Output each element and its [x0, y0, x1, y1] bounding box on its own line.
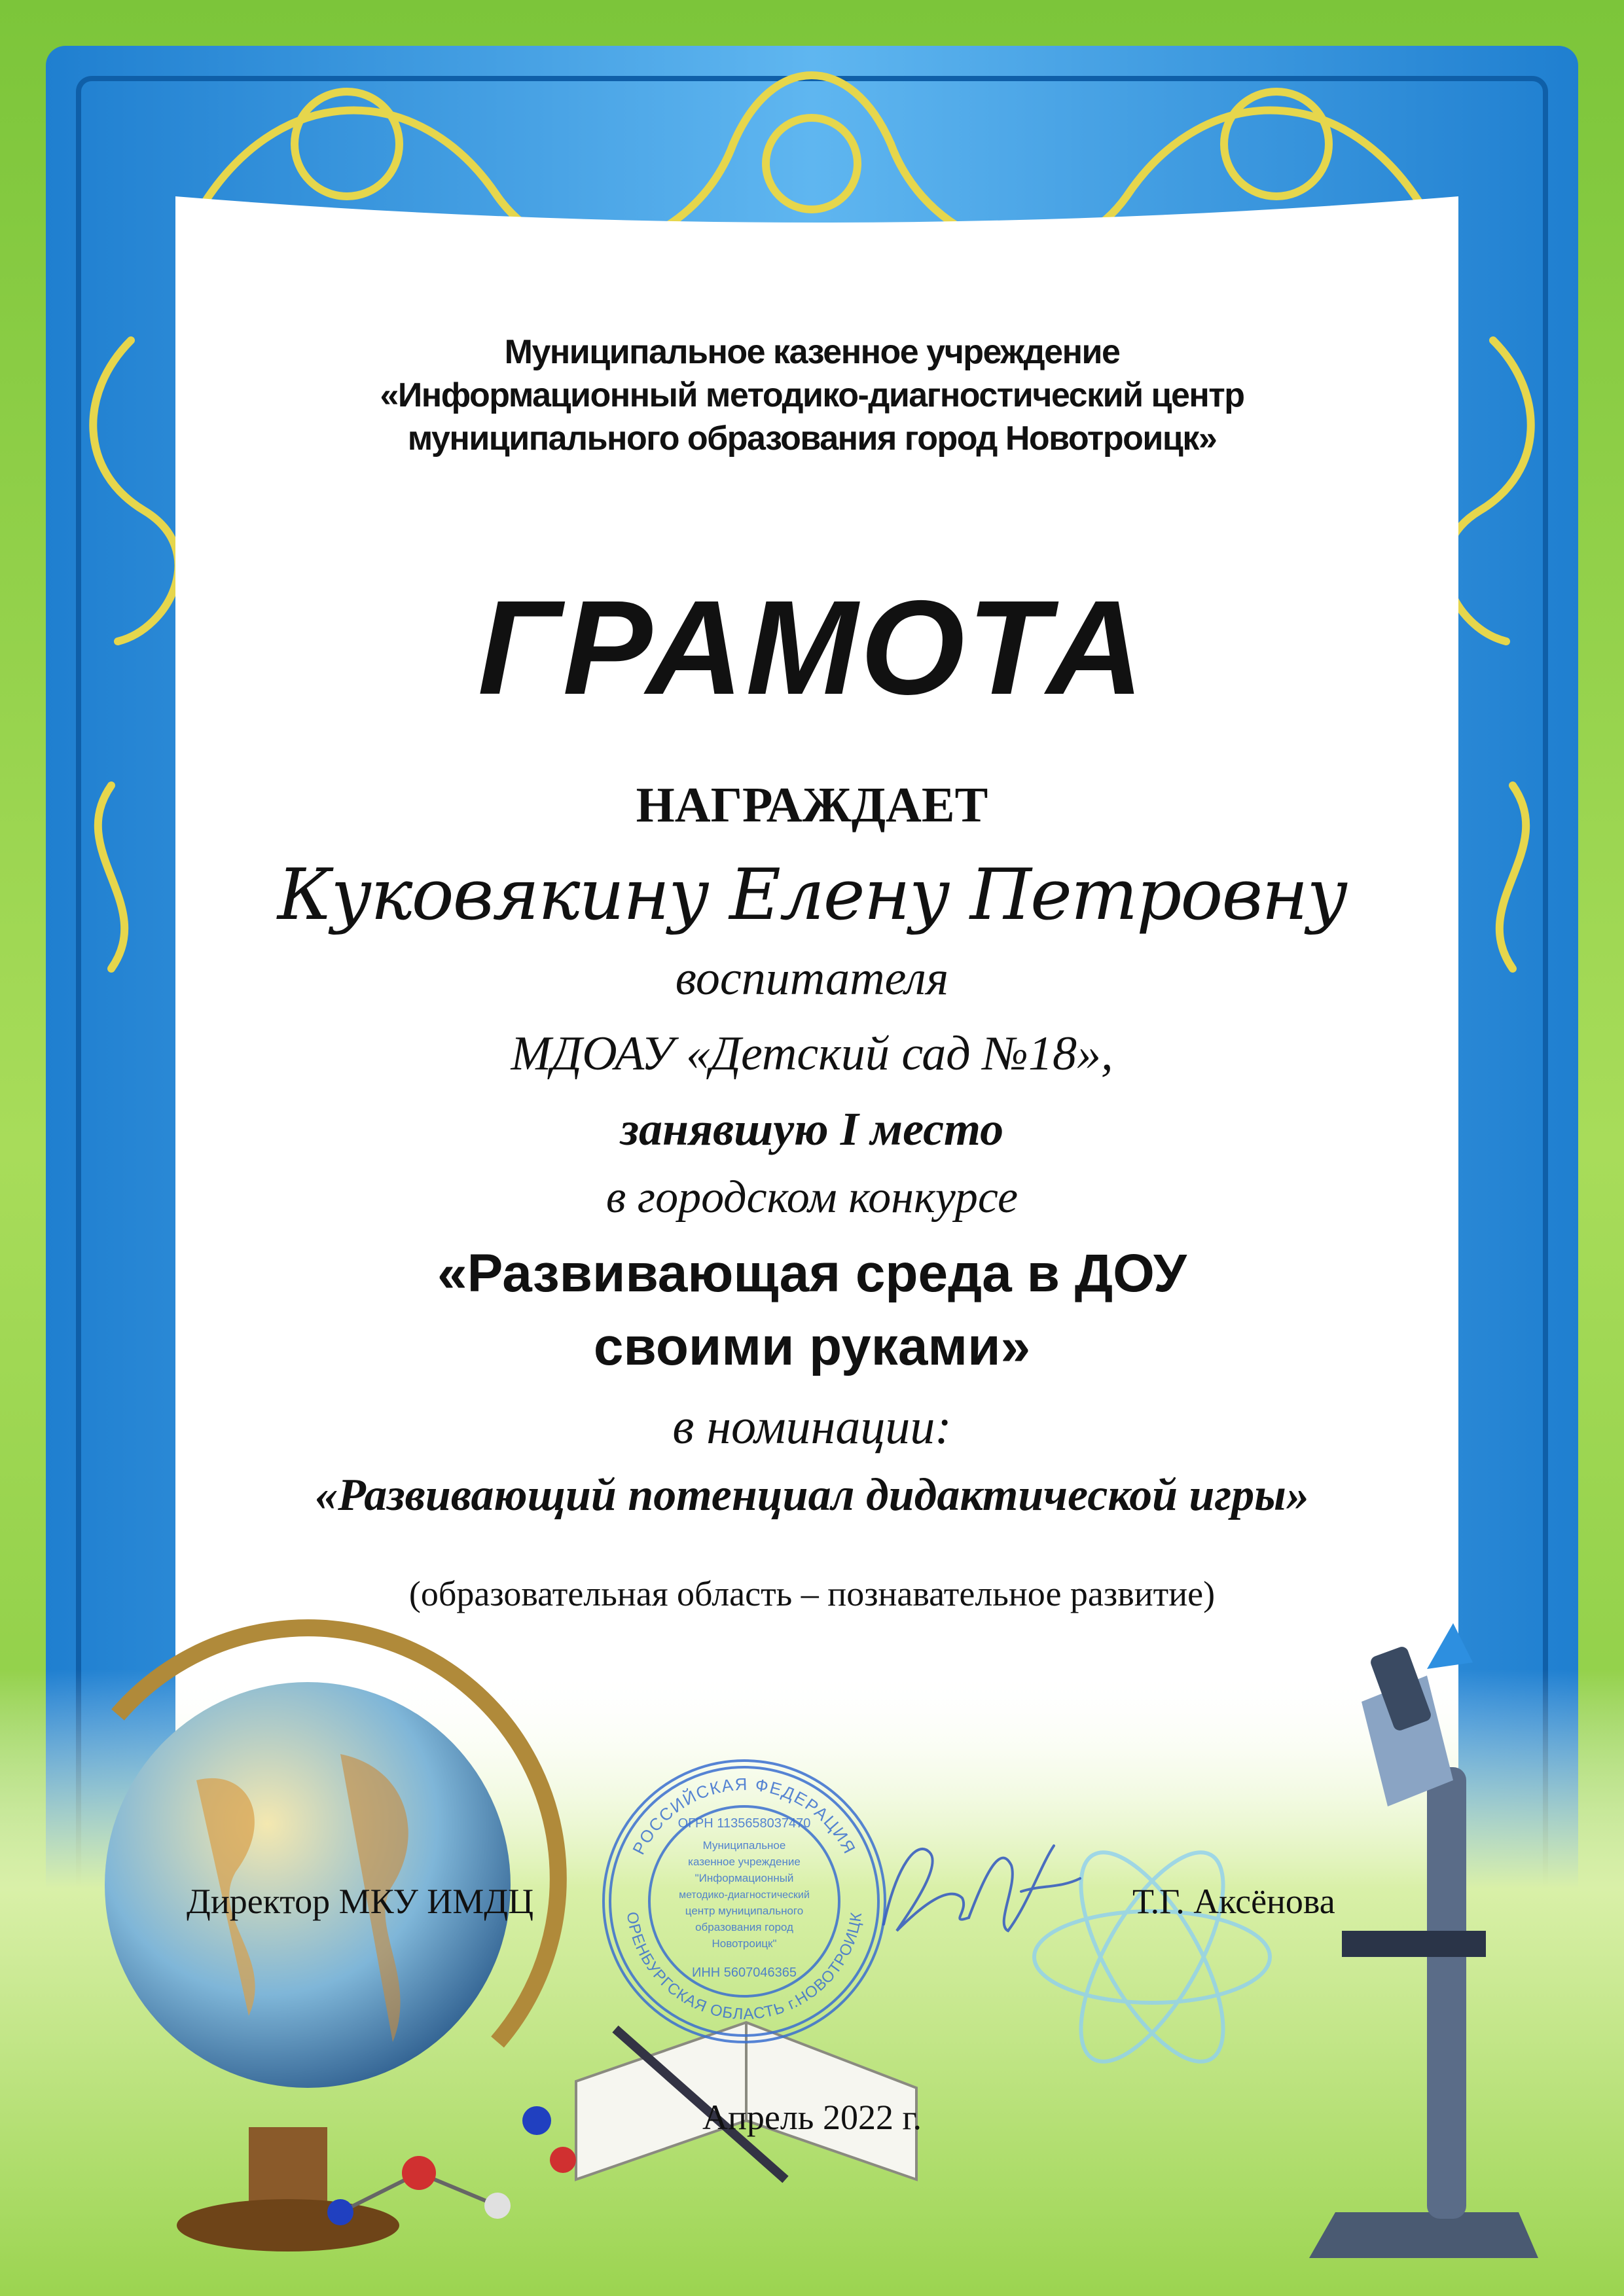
- place-awarded: занявшую I место: [620, 1103, 1004, 1155]
- stamp-ogrn: ОГРН 1135658037470: [677, 1816, 811, 1831]
- contest-name-line-1: «Развивающая среда в ДОУ: [437, 1244, 1187, 1303]
- official-stamp: [597, 1754, 892, 2049]
- nomination-name: «Развивающий потенциал дидактической игры»: [315, 1470, 1309, 1520]
- certificate-title: ГРАМОТА: [477, 573, 1147, 723]
- stamp-outer-text: РОССИЙСКАЯ ФЕДЕРАЦИЯ: [628, 1774, 860, 1858]
- recipient-name: Куковякину Елену Петровну: [277, 854, 1347, 936]
- stamp-inn: ИНН 5607046365: [691, 1965, 797, 1980]
- stamp-line-1: Муниципальное: [702, 1839, 786, 1852]
- issue-date: Апрель 2022 г.: [702, 2098, 922, 2137]
- educational-area: (образовательная область – познавательное развитие): [408, 1574, 1216, 1613]
- director-title: Директор МКУ ИМДЦ: [187, 1882, 534, 1921]
- contest-name: [0, 1237, 1624, 1384]
- stamp-line-7: Новотроицк": [712, 1937, 777, 1950]
- stamp-line-2: казенное учреждение: [688, 1856, 801, 1868]
- stamp-line-3: "Информационный: [695, 1872, 794, 1884]
- recipient-organization: МДОАУ «Детский сад №18»,: [511, 1027, 1113, 1081]
- issuer-line-3: муниципального образования город Новотроицк»: [407, 420, 1217, 457]
- issuer-line-2: «Информационный методико-диагностический центр: [380, 376, 1244, 414]
- contest-label: в городском конкурсе: [605, 1172, 1019, 1223]
- handwritten-signature: [871, 1826, 1087, 1950]
- stamp-bottom-text: ОРЕНБУРГСКАЯ ОБЛАСТЬ г.НОВОТРОИЦК: [623, 1910, 866, 2024]
- stamp-line-6: образования город: [695, 1921, 793, 1933]
- awards-label: НАГРАЖДАЕТ: [636, 778, 988, 833]
- nomination-label: в номинации:: [672, 1399, 952, 1454]
- recipient-position: воспитателя: [675, 952, 949, 1005]
- stamp-line-5: центр муниципального: [685, 1905, 804, 1917]
- issuer-header: [0, 331, 1624, 460]
- issuer-line-1: Муниципальное казенное учреждение: [504, 333, 1120, 371]
- signer-name: Т.Г. Аксёнова: [1132, 1882, 1335, 1921]
- contest-name-line-2: своими руками»: [593, 1317, 1031, 1376]
- stamp-line-4: методико-диагностический: [679, 1890, 810, 1901]
